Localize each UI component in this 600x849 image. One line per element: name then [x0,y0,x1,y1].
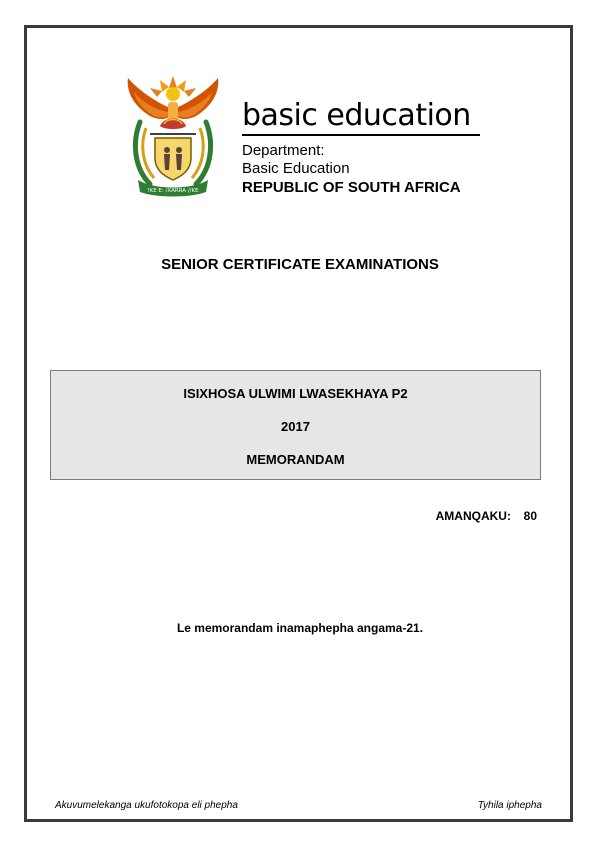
document-type: MEMORANDAM [246,452,345,467]
brand-block [242,100,492,197]
exam-heading: SENIOR CERTIFICATE EXAMINATIONS [161,256,439,273]
pages-note: Le memorandam inamaphepha angama-21. [176,621,424,635]
coat-of-arms-icon [120,72,226,198]
protea-flower [160,119,186,130]
motto-text: !KE E: /XARRA //KE [147,188,199,194]
subject-title: ISIXHOSA ULWIMI LWASEKHAYA P2 [183,386,408,401]
marks-label: AMANQAKU: [435,509,511,523]
shield [155,138,191,180]
marks-value: 80 [523,509,537,523]
total-marks [436,509,537,523]
title-box [50,370,541,480]
footer-copy-notice: Akuvumelekanga ukufotokopa eli phepha [55,800,238,811]
republic-name: REPUBLIC OF SOUTH AFRICA [242,179,461,196]
header-logo-area [120,72,492,200]
sun-rays [150,76,196,101]
exam-year: 2017 [281,419,310,434]
department-line-1: Department: [242,142,325,159]
brand-title: basic education [242,98,471,133]
department-line-2: Basic Education [242,160,350,177]
brand-rule [242,134,480,136]
footer-turn-over: Tyhila iphepha [477,800,542,811]
